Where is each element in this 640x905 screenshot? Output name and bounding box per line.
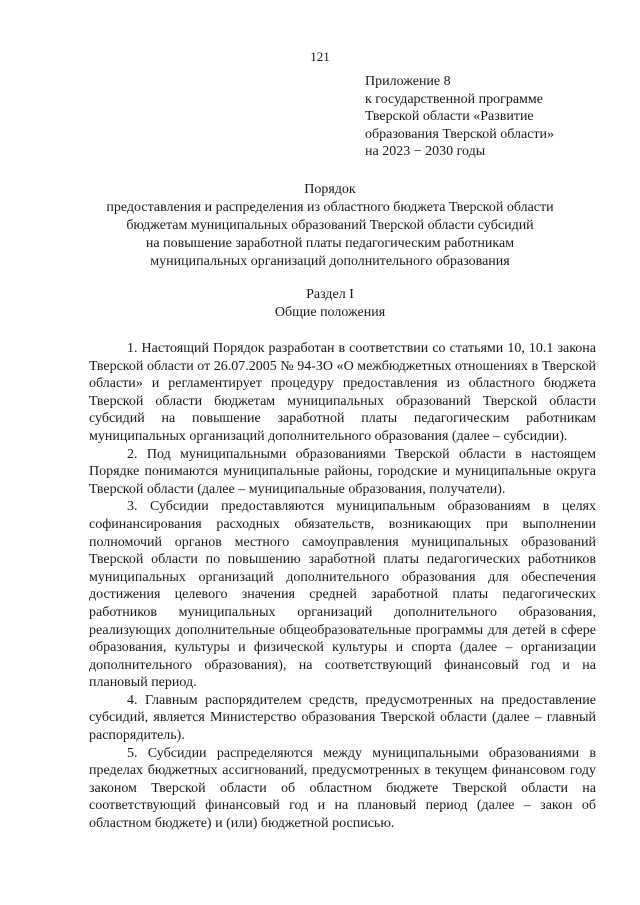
section-heading (60, 286, 600, 322)
appendix-line: образования Тверской области» (365, 126, 555, 142)
paragraph-5: 5. Субсидии распределяются между муниципальными образованиями в пределах бюджетных ассигнований, предусмотренных в текущем финансовом году законом Тверской области об областном бюджете Тверской области на соответствующий финансовый год и на плановый период (далее – закон об областном бюджете) и (или) бюджетной росписью. (89, 745, 596, 832)
section-number: Раздел I (306, 287, 354, 302)
section-name: Общие положения (274, 305, 386, 320)
appendix-line: Приложение 8 (365, 74, 451, 89)
paragraph-2: 2. Под муниципальными образованиями Тверской области в настоящем Порядке понимаются муниципальные районы, городские и муниципальные округа Тверской области (далее – муниципальные образования, получатели). (89, 446, 596, 497)
title-line: на повышение заработной платы педагогическим работникам (145, 236, 515, 251)
appendix-line: на 2023 − 2030 годы (365, 144, 486, 160)
page-number: 121 (310, 49, 330, 64)
document-title (60, 181, 600, 271)
title-line: муниципальных организаций дополнительного образования (150, 254, 510, 269)
paragraph-1: 1. Настоящий Порядок разработан в соответствии со статьями 10, 10.1 закона Тверской области от 26.07.2005 № 94-ЗО «О межбюджетных отношениях в Тверской области» и регламентирует процедуру предоставления из областного бюджета Тверской области бюджетам муниципальных образований Тверской области субсидий на повышение заработной платы педагогическим работникам муниципальных организаций дополнительного образования (далее – субсидии). (89, 341, 596, 444)
appendix-line: Тверской области «Развитие (365, 109, 534, 125)
appendix-line: к государственной программе (365, 91, 543, 107)
title-line: предоставления и распределения из областного бюджета Тверской области (106, 200, 554, 215)
title-line: бюджетам муниципальных образований Тверской области субсидий (126, 218, 534, 233)
body-text (89, 340, 596, 833)
paragraph-3: 3. Субсидии предоставляются муниципальным образованиям в целях софинансирования расходных обязательств, возникающих при выполнении полномочий органов местного самоуправления муниципальных образований Тверской области по повышению заработной платы педагогических работников муниципальных организаций дополнительного образования для обеспечения достижения целевого значения средней заработной платы педагогических работников муниципальных организаций дополнительного образования, реализующих дополнительные общеобразовательные программы для детей в сфере образования, культуры и физической культуры и спорта (далее – организации дополнительного образования), на соответствующий финансовый год и на плановый период. (89, 499, 596, 691)
paragraph-4: 4. Главным распорядителем средств, предусмотренных на предоставление субсидий, является Министерство образования Тверской области (далее – главный распорядитель). (89, 692, 596, 744)
appendix-block (365, 73, 615, 161)
title-line: Порядок (304, 182, 356, 197)
